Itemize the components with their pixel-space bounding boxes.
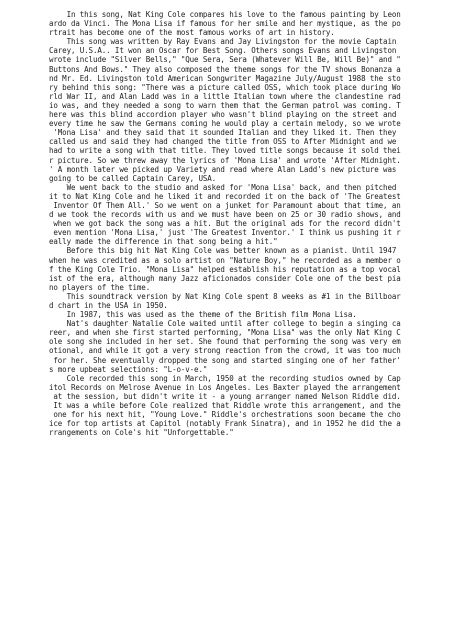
text-line: one for his next hit, "Young Love." Riddle's orchestrations soon became the cho (49, 410, 401, 420)
text-line: when he was credited as a solo artist on "Nature Boy," he recorded as a member o (49, 255, 401, 265)
text-line: rtrait has become one of the most famous works of art in history. (49, 28, 335, 38)
text-line: Carey, U.S.A.. It won an Oscar for Best Song. Others songs Evans and Livingston (49, 46, 397, 56)
text-line: called us and said they had changed the title from OSS to After Midnight and we (49, 137, 397, 147)
text-line: here was this blind accordion player who wasn't blind playing on the street and (49, 110, 397, 120)
text-line: Inventor Of Them All.' So we went on a junket for Paramount about that time, an (49, 200, 401, 210)
text-line: ardo da Vinci. The Mona Lisa if famous for her smile and her mystique, as the po (49, 19, 401, 29)
text-line: wrote include "Silver Bells," "Que Sera, Sera (Whatever Will Be, Will Be)" and " (49, 55, 401, 65)
text-line: We went back to the studio and asked for 'Mona Lisa' back, and then pitched (49, 182, 397, 192)
text-line: d chart in the USA in 1950. (49, 301, 168, 310)
text-line: reer, and when she first started performing, "Mona Lisa" was the only Nat King C (49, 328, 401, 338)
text-line: r picture. So we threw away the lyrics of 'Mona Lisa' and wrote 'After Midnight. (49, 155, 401, 165)
text-line: nd Mr. Ed. Livingston told American Songwriter Magazine July/August 1988 the sto (49, 73, 401, 83)
text-line: going to be called Captain Carey, USA. (49, 173, 217, 183)
text-line: otional, and while it got a very strong reaction from the crowd, it was too much (49, 346, 401, 356)
text-line: ice for top artists at Capitol (notably Frank Sinatra), and in 1952 he did the a (49, 419, 401, 429)
text-line: it to Nat King Cole and he liked it and recorded it on the back of 'The Greatest (49, 191, 401, 201)
text-line: io was, and they needed a song to warn them that the German patrol was coming. T (49, 100, 401, 110)
text-line: eally made the difference in that song being a hit." (49, 237, 278, 247)
text-line: ist of the era, although many Jazz aficionados consider Cole one of the best pia (49, 273, 401, 283)
text-line: It was a while before Cole realized that Riddle wrote this arrangement, and the (49, 401, 401, 411)
text-line: when we got back the song was a hit. But the original ads for the record didn't (49, 219, 401, 229)
text-line: rld War II, and Alan Ladd was in a little Italian town where the clandestine rad (49, 91, 401, 101)
text-line: This song was written by Ray Evans and Jay Livingston for the movie Captain (49, 37, 397, 47)
text-line: d we took the records with us and we must have been on 25 or 30 radio shows, and (49, 210, 401, 220)
text-line: This soundtrack version by Nat King Cole spent 8 weeks as #1 in the Billboar (49, 291, 401, 301)
text-line: rrangements on Cole's hit "Unforgettable." (49, 428, 234, 438)
text-line: for her. She eventually dropped the song and started singing one of her father' (49, 355, 401, 365)
text-line: ry behind this song: "There was a picture called OSS, which took place during Wo (49, 82, 401, 92)
text-line: no players of the time. (49, 282, 151, 292)
text-line: In this song, Nat King Cole compares his love to the famous painting by Leon (49, 10, 401, 19)
text-line: Buttons And Bows." They also composed the theme songs for the TV shows Bonanza a (49, 64, 401, 74)
text-line: In 1987, this was used as the theme of the British film Mona Lisa. (49, 310, 357, 320)
text-line: Cole recorded this song in March, 1950 at the recording studios owned by Cap (49, 373, 401, 383)
text-line: even mention 'Mona Lisa,' just 'The Greatest Inventor.' I think us pushing it r (49, 228, 401, 238)
text-line: itol Records on Melrose Avenue in Los Angeles. Les Baxter played the arrangement (49, 382, 401, 392)
text-line: f the King Cole Trio. "Mona Lisa" helped establish his reputation as a top vocal (49, 264, 401, 274)
text-line: Nat's daughter Natalie Cole waited until after college to begin a singing ca (49, 319, 401, 329)
song-trivia-text (49, 10, 469, 437)
text-line: at the session, but didn't write it - a young arranger named Nelson Riddle did. (49, 391, 401, 401)
text-line: every time he saw the Germans coming he would play a certain melody, so we wrote (49, 119, 401, 129)
text-line: 'Mona Lisa' and they said that it sounded Italian and they liked it. Then they (49, 128, 397, 138)
text-line: s more upbeat selections: "L-o-v-e." (49, 364, 208, 374)
text-line: ' A month later we picked up Variety and read where Alan Ladd's new picture was (49, 164, 397, 174)
text-line: ole song she included in her set. She found that performing the song was very em (49, 337, 401, 347)
text-line: had to write a song with that title. They loved title songs because it sold thei (49, 146, 401, 156)
text-line: Before this big hit Nat King Cole was better known as a pianist. Until 1947 (49, 246, 397, 256)
